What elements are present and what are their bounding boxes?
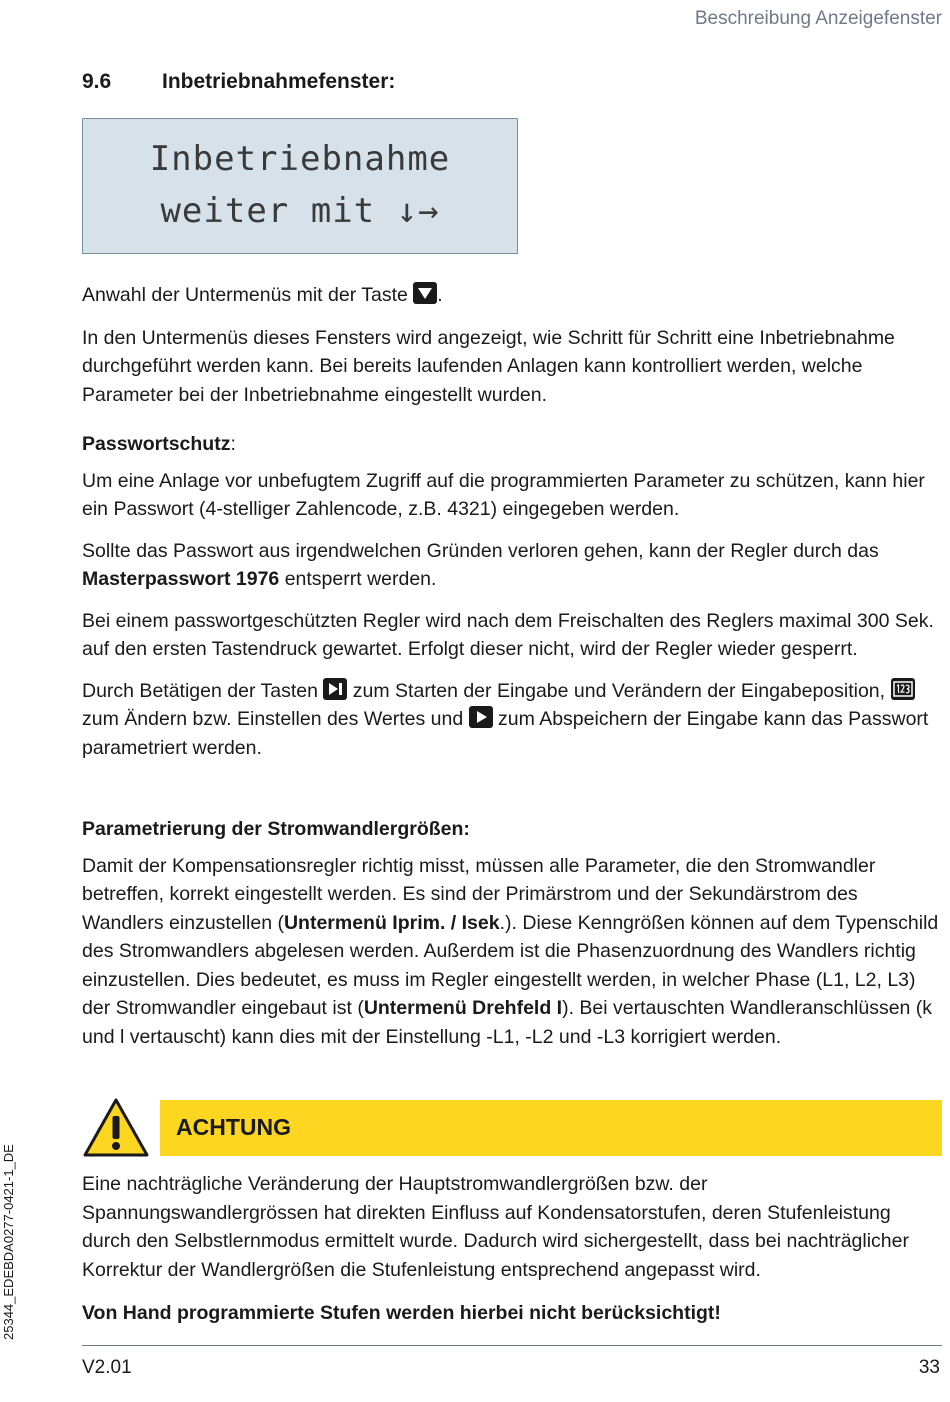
lcd-display (82, 118, 518, 254)
section-number: 9.6 (82, 70, 112, 93)
anwahl-line (82, 281, 940, 310)
footer-divider (82, 1345, 942, 1346)
password-p2 (82, 537, 940, 594)
anwahl-text: Anwahl der Untermenüs mit der Taste (82, 284, 408, 306)
ct-bold-1: Untermenü Iprim. / Isek (283, 911, 500, 934)
arrow-down-key-icon (413, 282, 437, 304)
warning-label: ACHTUNG (176, 1114, 291, 1140)
password-p4-d: zum Abspeichern der Eingabe kann das Passwort parametriert werden. (82, 708, 929, 759)
password-block (82, 430, 940, 762)
lcd-line-1: Inbetriebnahme (149, 139, 451, 179)
warning-triangle-icon (82, 1097, 150, 1164)
intro-paragraph: In den Untermenüs dieses Fensters wird angezeigt, wie Schritt für Schritt eine Inbetriebnahme durchgeführt werden kann. Bei bereits laufenden Anlagen kann kontrolliert werden, welche Parameter bei der Inbetriebnahme eingestellt wurden. (82, 326, 895, 406)
password-p4-a: Durch Betätigen der Tasten (82, 679, 324, 702)
skip-right-key-icon (323, 678, 347, 700)
warning-bar (160, 1100, 942, 1156)
ct-text-1: Damit der Kompensationsregler richtig misst, müssen alle Parameter, die den Stromwandler betreffen, korrekt eingestellt werden. Es sind der Primärstrom und der Sekundärstrom des Wandlers einzustellen ( (82, 854, 876, 934)
password-p4 (82, 677, 940, 763)
ct-paragraph (82, 852, 940, 1052)
password-p4-b: zum Starten der Eingabe und Verändern der Eingabeposition, (347, 679, 891, 702)
ct-text-3: ). Bei vertauschten Wandleranschlüssen (k und l vertauscht) kann dies mit der Einstellung -L1, -L2 und -L3 korrigiert werden. (82, 997, 933, 1048)
master-password: Masterpasswort 1976 (82, 568, 280, 590)
password-heading-colon: : (230, 433, 236, 455)
section-title (82, 70, 395, 94)
ct-heading: Parametrierung der Stromwandlergrößen: (82, 818, 470, 840)
password-heading-text: Passwortschutz (82, 433, 231, 455)
ct-bold-2: Untermenü Drehfeld I (363, 997, 563, 1019)
section-title-text: Inbetriebnahmefenster: (162, 70, 396, 93)
document-code: 25344_EDEBDA0277-0421-1_DE (1, 1144, 16, 1340)
play-right-key-icon (469, 706, 493, 728)
password-p2-pre: Sollte das Passwort aus irgendwelchen Gründen verloren gehen, kann der Regler durch das (82, 539, 879, 562)
chapter-header: Beschreibung Anzeigefenster (694, 8, 942, 29)
password-p3: Bei einem passwortgeschützten Regler wird nach dem Freischalten des Reglers maximal 300 Sek. auf den ersten Tastendruck gewartet. Erfolgt dieser nicht, wird der Regler wieder gesperrt. (82, 609, 934, 660)
ct-text-2: .). Diese Kenngrößen können auf dem Typenschild des Stromwandlers abgelesen werden. Außerdem ist die Phasenzuordnung des Wandlers richtig einzustellen. Dies bedeutet, es muss im Regler eingestellt werden, in welcher Phase (L1, L2, L3) der Stromwandler eingebaut ist ( (82, 911, 939, 1019)
footer-page-number: 33 (918, 1357, 940, 1378)
anwahl-period: . (437, 284, 443, 306)
lcd-line-2: weiter mit ↓→ (160, 191, 440, 231)
footer-version: V2.01 (82, 1357, 132, 1378)
numeric-123-key-icon (891, 678, 915, 700)
password-p2-post: entsperrt werden. (279, 568, 437, 590)
password-p4-c: zum Ändern bzw. Einstellen des Wertes und (82, 708, 469, 730)
ct-block (82, 815, 940, 1051)
password-p1: Um eine Anlage vor unbefugtem Zugriff auf die programmierten Parameter zu schützen, kann hier ein Passwort (4-stelliger Zahlencode, z.B. 4321) eingegeben werden. (82, 469, 925, 520)
warning-note: Von Hand programmierte Stufen werden hierbei nicht berücksichtigt! (82, 1302, 721, 1324)
warning-block (82, 1170, 940, 1328)
warning-text: Eine nachträgliche Veränderung der Hauptstromwandlergrößen bzw. der Spannungswandlergrössen hat direkten Einfluss auf Kondensatorstufen, deren Stufenleistung durch den Selbstlernmodus ermittelt wurde. Dadurch wird sichergestellt, dass bei nachträglicher Korrektur der Wandlergrößen die Stufenleistung entsprechend angepasst wird. (82, 1173, 909, 1281)
intro-block (82, 281, 940, 409)
password-heading (82, 430, 940, 459)
